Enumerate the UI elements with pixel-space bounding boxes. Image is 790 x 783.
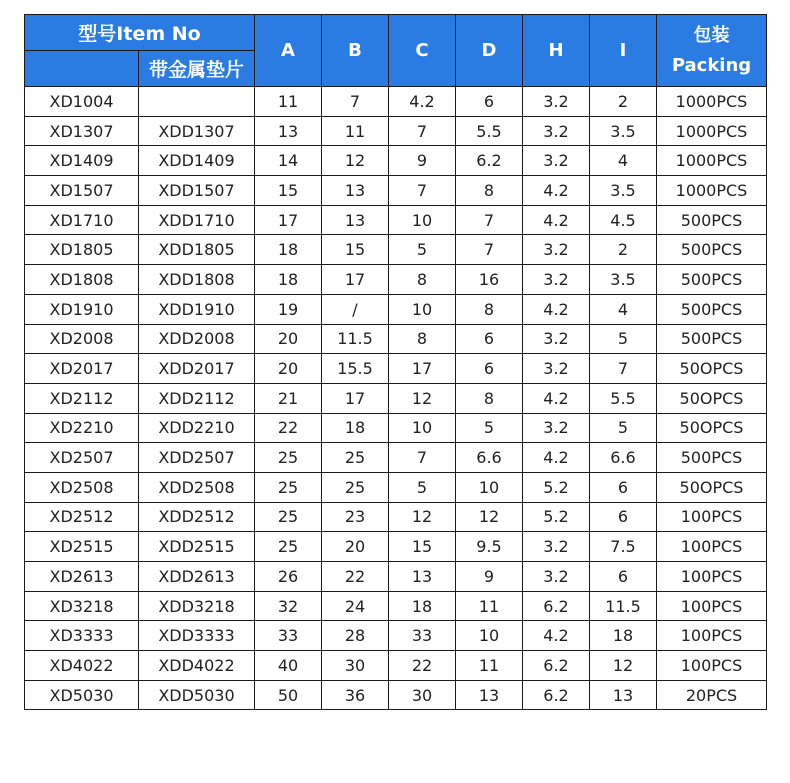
i-cell: 3.5: [590, 176, 657, 206]
h-cell: 3.2: [523, 116, 590, 146]
b-cell: 13: [322, 176, 389, 206]
h-cell: 5.2: [523, 502, 590, 532]
c-cell: 5: [389, 235, 456, 265]
metal-gasket-cell: XDD1409: [139, 146, 255, 176]
i-cell: 6: [590, 562, 657, 592]
table-row: [25, 235, 767, 265]
table-header: [25, 15, 767, 87]
c-cell: 8: [389, 265, 456, 295]
item-no-cell: XD3333: [25, 621, 139, 651]
d-cell: 13: [456, 680, 523, 710]
h-cell: 5.2: [523, 472, 590, 502]
table-row: [25, 87, 767, 117]
b-cell: 17: [322, 383, 389, 413]
d-cell: 11: [456, 651, 523, 681]
metal-gasket-cell: XDD2507: [139, 443, 255, 473]
b-cell: 7: [322, 87, 389, 117]
packing-cell: 20PCS: [657, 680, 767, 710]
b-cell: 25: [322, 472, 389, 502]
column-a-header: A: [255, 15, 322, 87]
b-cell: 23: [322, 502, 389, 532]
a-cell: 21: [255, 383, 322, 413]
table-row: [25, 621, 767, 651]
h-cell: 3.2: [523, 532, 590, 562]
b-cell: 30: [322, 651, 389, 681]
packing-cell: 1000PCS: [657, 87, 767, 117]
i-cell: 4: [590, 294, 657, 324]
a-cell: 25: [255, 532, 322, 562]
header-row: [25, 15, 767, 51]
i-cell: 5: [590, 413, 657, 443]
a-cell: 11: [255, 87, 322, 117]
b-cell: 36: [322, 680, 389, 710]
packing-cell: 100PCS: [657, 621, 767, 651]
packing-cell: 50OPCS: [657, 472, 767, 502]
d-cell: 9.5: [456, 532, 523, 562]
c-cell: 22: [389, 651, 456, 681]
a-cell: 19: [255, 294, 322, 324]
packing-cell: 1000PCS: [657, 116, 767, 146]
c-cell: 30: [389, 680, 456, 710]
i-cell: 3.5: [590, 116, 657, 146]
c-cell: 18: [389, 591, 456, 621]
a-cell: 26: [255, 562, 322, 592]
b-cell: 25: [322, 443, 389, 473]
c-cell: 7: [389, 116, 456, 146]
c-cell: 17: [389, 354, 456, 384]
metal-gasket-cell: XDD2008: [139, 324, 255, 354]
item-no-cell: XD2210: [25, 413, 139, 443]
i-cell: 18: [590, 621, 657, 651]
i-cell: 6: [590, 472, 657, 502]
d-cell: 5.5: [456, 116, 523, 146]
metal-gasket-cell: XDD2508: [139, 472, 255, 502]
i-cell: 5: [590, 324, 657, 354]
i-cell: 6.6: [590, 443, 657, 473]
b-cell: 24: [322, 591, 389, 621]
d-cell: 7: [456, 235, 523, 265]
packing-cell: 1000PCS: [657, 176, 767, 206]
a-cell: 25: [255, 443, 322, 473]
table-row: [25, 265, 767, 295]
table-row: [25, 116, 767, 146]
i-cell: 2: [590, 235, 657, 265]
item-no-cell: XD1808: [25, 265, 139, 295]
item-no-cell: XD4022: [25, 651, 139, 681]
metal-gasket-cell: [139, 87, 255, 117]
c-cell: 7: [389, 443, 456, 473]
h-cell: 4.2: [523, 205, 590, 235]
a-cell: 17: [255, 205, 322, 235]
metal-gasket-cell: XDD1805: [139, 235, 255, 265]
packing-cell: 1000PCS: [657, 146, 767, 176]
packing-cell: 50OPCS: [657, 383, 767, 413]
metal-gasket-cell: XDD1507: [139, 176, 255, 206]
b-cell: 15: [322, 235, 389, 265]
c-cell: 12: [389, 383, 456, 413]
b-cell: 22: [322, 562, 389, 592]
table-row: [25, 324, 767, 354]
table-row: [25, 562, 767, 592]
b-cell: 20: [322, 532, 389, 562]
i-cell: 4.5: [590, 205, 657, 235]
c-cell: 5: [389, 472, 456, 502]
a-cell: 14: [255, 146, 322, 176]
a-cell: 18: [255, 265, 322, 295]
packing-cell: 500PCS: [657, 443, 767, 473]
item-no-cell: XD2508: [25, 472, 139, 502]
a-cell: 20: [255, 354, 322, 384]
item-no-cell: XD2017: [25, 354, 139, 384]
c-cell: 10: [389, 294, 456, 324]
h-cell: 6.2: [523, 591, 590, 621]
item-no-cell: XD2112: [25, 383, 139, 413]
item-no-cell: XD3218: [25, 591, 139, 621]
a-cell: 22: [255, 413, 322, 443]
table-row: [25, 472, 767, 502]
table-row: [25, 354, 767, 384]
packing-cell: 100PCS: [657, 532, 767, 562]
c-cell: 33: [389, 621, 456, 651]
table-row: [25, 591, 767, 621]
metal-gasket-cell: XDD2512: [139, 502, 255, 532]
packing-cell: 500PCS: [657, 294, 767, 324]
i-cell: 11.5: [590, 591, 657, 621]
metal-gasket-cell: XDD3218: [139, 591, 255, 621]
table-row: [25, 383, 767, 413]
a-cell: 25: [255, 472, 322, 502]
column-i-header: I: [590, 15, 657, 87]
packing-cell: 500PCS: [657, 265, 767, 295]
i-cell: 6: [590, 502, 657, 532]
h-cell: 4.2: [523, 294, 590, 324]
item-no-cell: XD1004: [25, 87, 139, 117]
metal-gasket-cell: XDD4022: [139, 651, 255, 681]
i-cell: 13: [590, 680, 657, 710]
a-cell: 20: [255, 324, 322, 354]
packing-cell: 50OPCS: [657, 413, 767, 443]
packing-cell: 50OPCS: [657, 354, 767, 384]
metal-gasket-header: 带金属垫片: [139, 51, 255, 87]
d-cell: 10: [456, 472, 523, 502]
packing-cell: 500PCS: [657, 324, 767, 354]
item-no-cell: XD2507: [25, 443, 139, 473]
metal-gasket-cell: XDD2515: [139, 532, 255, 562]
item-no-cell: XD1805: [25, 235, 139, 265]
metal-gasket-cell: XDD1307: [139, 116, 255, 146]
d-cell: 8: [456, 176, 523, 206]
item-no-cell: XD1710: [25, 205, 139, 235]
b-cell: 17: [322, 265, 389, 295]
b-cell: 12: [322, 146, 389, 176]
packing-cell: 100PCS: [657, 502, 767, 532]
table-row: [25, 443, 767, 473]
b-cell: 13: [322, 205, 389, 235]
a-cell: 15: [255, 176, 322, 206]
c-cell: 7: [389, 176, 456, 206]
d-cell: 10: [456, 621, 523, 651]
metal-gasket-cell: XDD1808: [139, 265, 255, 295]
d-cell: 12: [456, 502, 523, 532]
item-no-cell: XD5030: [25, 680, 139, 710]
h-cell: 3.2: [523, 562, 590, 592]
i-cell: 5.5: [590, 383, 657, 413]
d-cell: 8: [456, 383, 523, 413]
h-cell: 3.2: [523, 87, 590, 117]
metal-gasket-cell: XDD5030: [139, 680, 255, 710]
c-cell: 8: [389, 324, 456, 354]
metal-gasket-cell: XDD2112: [139, 383, 255, 413]
h-cell: 3.2: [523, 324, 590, 354]
h-cell: 3.2: [523, 413, 590, 443]
spec-table: [24, 14, 767, 710]
d-cell: 11: [456, 591, 523, 621]
i-cell: 7.5: [590, 532, 657, 562]
a-cell: 40: [255, 651, 322, 681]
d-cell: 6: [456, 354, 523, 384]
packing-cell: 100PCS: [657, 651, 767, 681]
c-cell: 10: [389, 205, 456, 235]
a-cell: 33: [255, 621, 322, 651]
table-row: [25, 294, 767, 324]
i-cell: 12: [590, 651, 657, 681]
item-no-cell: XD1910: [25, 294, 139, 324]
item-no-cell: XD2512: [25, 502, 139, 532]
packing-cell: 100PCS: [657, 562, 767, 592]
table-row: [25, 176, 767, 206]
table-row: [25, 205, 767, 235]
c-cell: 10: [389, 413, 456, 443]
d-cell: 6.2: [456, 146, 523, 176]
item-no-cell: XD1307: [25, 116, 139, 146]
d-cell: 5: [456, 413, 523, 443]
h-cell: 6.2: [523, 680, 590, 710]
i-cell: 4: [590, 146, 657, 176]
c-cell: 4.2: [389, 87, 456, 117]
item-no-cell: XD1507: [25, 176, 139, 206]
h-cell: 3.2: [523, 265, 590, 295]
table-body: [25, 87, 767, 710]
item-no-cell: XD1409: [25, 146, 139, 176]
column-c-header: C: [389, 15, 456, 87]
a-cell: 18: [255, 235, 322, 265]
metal-gasket-cell: XDD3333: [139, 621, 255, 651]
c-cell: 9: [389, 146, 456, 176]
packing-cell: 500PCS: [657, 205, 767, 235]
b-cell: 18: [322, 413, 389, 443]
metal-gasket-cell: XDD1910: [139, 294, 255, 324]
h-cell: 4.2: [523, 176, 590, 206]
packing-cell: 500PCS: [657, 235, 767, 265]
d-cell: 6.6: [456, 443, 523, 473]
c-cell: 13: [389, 562, 456, 592]
d-cell: 9: [456, 562, 523, 592]
table-row: [25, 413, 767, 443]
b-cell: 28: [322, 621, 389, 651]
d-cell: 8: [456, 294, 523, 324]
packing-cell: 100PCS: [657, 591, 767, 621]
a-cell: 25: [255, 502, 322, 532]
a-cell: 13: [255, 116, 322, 146]
b-cell: 11: [322, 116, 389, 146]
packing-header-en: Packing: [671, 54, 752, 76]
h-cell: 3.2: [523, 146, 590, 176]
h-cell: 4.2: [523, 621, 590, 651]
i-cell: 7: [590, 354, 657, 384]
h-cell: 4.2: [523, 443, 590, 473]
column-d-header: D: [456, 15, 523, 87]
column-h-header: H: [523, 15, 590, 87]
table-row: [25, 680, 767, 710]
column-b-header: B: [322, 15, 389, 87]
c-cell: 12: [389, 502, 456, 532]
packing-header: [657, 15, 767, 87]
item-no-cell: XD2515: [25, 532, 139, 562]
i-cell: 2: [590, 87, 657, 117]
item-no-cell: XD2613: [25, 562, 139, 592]
item-no-header: 型号Item No: [25, 15, 255, 51]
packing-header-cn: 包装: [693, 24, 730, 46]
item-no-cell: XD2008: [25, 324, 139, 354]
d-cell: 6: [456, 87, 523, 117]
d-cell: 6: [456, 324, 523, 354]
c-cell: 15: [389, 532, 456, 562]
table-row: [25, 532, 767, 562]
b-cell: 11.5: [322, 324, 389, 354]
a-cell: 50: [255, 680, 322, 710]
item-no-subheader-blank: [25, 51, 139, 87]
metal-gasket-cell: XDD2210: [139, 413, 255, 443]
metal-gasket-cell: XDD2017: [139, 354, 255, 384]
b-cell: 15.5: [322, 354, 389, 384]
h-cell: 6.2: [523, 651, 590, 681]
d-cell: 7: [456, 205, 523, 235]
table-row: [25, 651, 767, 681]
a-cell: 32: [255, 591, 322, 621]
table-row: [25, 146, 767, 176]
b-cell: /: [322, 294, 389, 324]
metal-gasket-cell: XDD2613: [139, 562, 255, 592]
h-cell: 3.2: [523, 354, 590, 384]
h-cell: 4.2: [523, 383, 590, 413]
i-cell: 3.5: [590, 265, 657, 295]
table-row: [25, 502, 767, 532]
h-cell: 3.2: [523, 235, 590, 265]
d-cell: 16: [456, 265, 523, 295]
metal-gasket-cell: XDD1710: [139, 205, 255, 235]
